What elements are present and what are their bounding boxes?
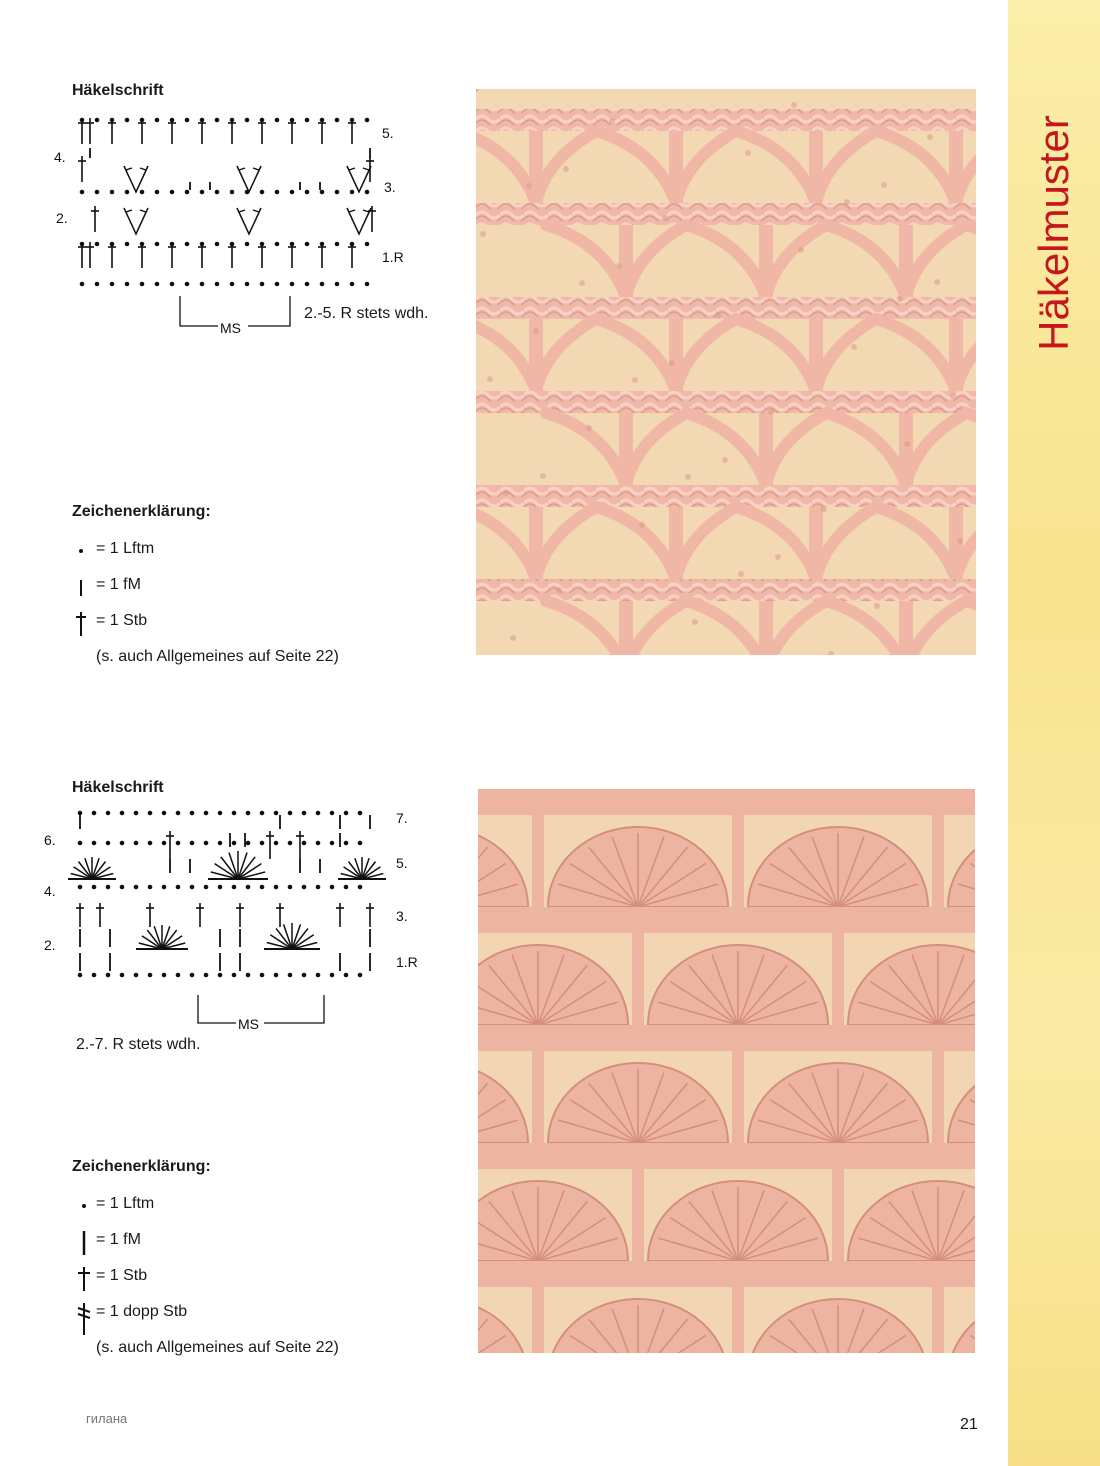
chain-symbol <box>260 841 264 845</box>
chain-symbol <box>170 282 174 286</box>
chain-symbol <box>344 885 348 889</box>
chain-symbol <box>330 811 334 815</box>
chain-symbol <box>140 282 144 286</box>
chain-symbol <box>106 973 110 977</box>
chain-symbol <box>134 811 138 815</box>
chain-symbol <box>185 282 189 286</box>
chain-symbol <box>302 973 306 977</box>
chain-symbol <box>78 973 82 977</box>
row-label: 7. <box>396 810 408 826</box>
chain-symbol <box>260 885 264 889</box>
yarn-row <box>476 485 976 507</box>
chain-symbol <box>275 118 279 122</box>
chain-symbol <box>302 811 306 815</box>
chain-symbol <box>185 190 189 194</box>
chain-symbol <box>215 118 219 122</box>
row-label: 3. <box>384 179 396 195</box>
chain-symbol <box>120 973 124 977</box>
legend-label: = 1 Stb <box>96 612 148 629</box>
chain-symbol <box>134 973 138 977</box>
chain-symbol <box>80 282 84 286</box>
chain-symbol <box>190 885 194 889</box>
chain-symbol <box>170 190 174 194</box>
chain-symbol <box>275 242 279 246</box>
chain-symbol <box>106 841 110 845</box>
chain-symbol <box>274 973 278 977</box>
pattern1-repeat-note: 2.-5. R stets wdh. <box>304 305 429 322</box>
chain-symbol <box>148 885 152 889</box>
chain-symbol <box>155 242 159 246</box>
row-label: 1.R <box>396 954 418 970</box>
chain-symbol <box>260 811 264 815</box>
chain-symbol <box>260 190 264 194</box>
legend-label: = 1 Stb <box>96 1267 148 1284</box>
chain-symbol <box>134 885 138 889</box>
chain-symbol <box>148 973 152 977</box>
chain-symbol <box>316 973 320 977</box>
chain-symbol <box>215 242 219 246</box>
legend-label: = 1 dopp Stb <box>96 1303 188 1320</box>
chain-symbol <box>230 282 234 286</box>
chain-symbol <box>185 118 189 122</box>
yarn-row <box>478 1261 975 1287</box>
chain-symbol <box>155 118 159 122</box>
pattern2-heading: Häkelschrift <box>72 779 164 796</box>
chain-symbol <box>335 190 339 194</box>
chain-symbol <box>316 841 320 845</box>
chain-symbol <box>365 282 369 286</box>
chain-symbol <box>148 841 152 845</box>
chain-symbol <box>246 885 250 889</box>
pattern2-legend-heading: Zeichenerklärung: <box>72 1158 211 1175</box>
row-label: 5. <box>382 125 394 141</box>
chain-symbol <box>92 973 96 977</box>
chain-symbol <box>176 811 180 815</box>
chain-symbol <box>176 841 180 845</box>
chain-symbol <box>246 811 250 815</box>
yarn-row <box>476 109 976 131</box>
chain-symbol <box>290 282 294 286</box>
pattern2-reference: (s. auch Allgemeines auf Seite 22) <box>96 1339 339 1356</box>
chain-symbol <box>260 282 264 286</box>
row-label: 2. <box>56 210 68 226</box>
fan-symbol <box>292 924 300 949</box>
chain-symbol <box>365 242 369 246</box>
chain-symbol <box>218 885 222 889</box>
chain-symbol <box>288 885 292 889</box>
chain-symbol <box>125 118 129 122</box>
chain-symbol <box>230 190 234 194</box>
row-label: 4. <box>54 149 66 165</box>
pattern1-symbols <box>78 118 376 286</box>
chain-symbol <box>185 242 189 246</box>
dot-icon <box>72 1195 92 1215</box>
chain-symbol <box>106 811 110 815</box>
double-cross-icon <box>72 1303 92 1335</box>
row-label: 6. <box>44 832 56 848</box>
dot-icon <box>72 540 92 560</box>
yarn-row <box>478 1025 975 1051</box>
chain-symbol <box>155 190 159 194</box>
chain-symbol <box>204 973 208 977</box>
row-label: 1.R <box>382 249 404 265</box>
yarn-row <box>478 789 975 815</box>
chain-symbol <box>274 841 278 845</box>
chain-symbol <box>320 282 324 286</box>
pattern2-symbols <box>68 811 386 977</box>
repeat-label: MS <box>238 1016 259 1032</box>
chain-symbol <box>316 885 320 889</box>
chain-symbol <box>320 190 324 194</box>
chain-symbol <box>125 242 129 246</box>
footer-watermark: гилана <box>86 1411 128 1426</box>
row-label: 5. <box>396 855 408 871</box>
chain-symbol <box>305 242 309 246</box>
chain-symbol <box>245 242 249 246</box>
chain-symbol <box>330 885 334 889</box>
chain-symbol <box>125 282 129 286</box>
chain-symbol <box>148 811 152 815</box>
crochet-photo-1 <box>476 89 976 655</box>
chain-symbol <box>344 811 348 815</box>
chain-symbol <box>245 282 249 286</box>
chain-symbol <box>162 885 166 889</box>
chain-symbol <box>120 841 124 845</box>
sidebar-title-text: Häkelmuster <box>1030 115 1077 351</box>
chain-symbol <box>246 973 250 977</box>
chain-symbol <box>305 190 309 194</box>
yarn-row <box>478 1143 975 1169</box>
chain-symbol <box>190 811 194 815</box>
chain-symbol <box>204 885 208 889</box>
chain-symbol <box>218 973 222 977</box>
chain-symbol <box>245 118 249 122</box>
chain-symbol <box>200 282 204 286</box>
chain-symbol <box>134 841 138 845</box>
chain-symbol <box>95 190 99 194</box>
bar-icon <box>72 1231 92 1255</box>
chain-symbol <box>78 841 82 845</box>
row-label: 2. <box>44 937 56 953</box>
chain-symbol <box>232 973 236 977</box>
chain-symbol <box>176 885 180 889</box>
chain-symbol <box>204 841 208 845</box>
chain-symbol <box>106 885 110 889</box>
pattern1-reference: (s. auch Allgemeines auf Seite 22) <box>96 648 339 665</box>
chain-symbol <box>274 885 278 889</box>
chain-symbol <box>78 885 82 889</box>
chain-symbol <box>120 885 124 889</box>
pattern2-crochet-chart <box>40 803 430 1033</box>
cross-icon <box>72 1267 92 1291</box>
fan-symbol <box>229 853 238 879</box>
chain-symbol <box>204 811 208 815</box>
chain-symbol <box>358 811 362 815</box>
chain-symbol <box>200 190 204 194</box>
chain-symbol <box>110 282 114 286</box>
chain-symbol <box>162 841 166 845</box>
pattern2-repeat-note: 2.-7. R stets wdh. <box>76 1036 201 1053</box>
bar-icon <box>72 576 92 596</box>
pattern1-crochet-chart <box>50 108 440 338</box>
chain-symbol <box>80 190 84 194</box>
legend-label: = 1 Lftm <box>96 540 155 557</box>
chain-symbol <box>215 282 219 286</box>
chain-symbol <box>140 190 144 194</box>
chain-symbol <box>335 242 339 246</box>
chain-symbol <box>302 885 306 889</box>
chain-symbol <box>288 841 292 845</box>
fan-symbol <box>284 924 292 949</box>
chain-symbol <box>330 973 334 977</box>
chain-symbol <box>288 973 292 977</box>
chain-symbol <box>335 118 339 122</box>
chain-symbol <box>120 811 124 815</box>
chain-symbol <box>92 811 96 815</box>
pattern1-heading: Häkelschrift <box>72 82 164 99</box>
repeat-label: MS <box>220 320 241 336</box>
chain-symbol <box>288 811 292 815</box>
chain-symbol <box>330 841 334 845</box>
chain-symbol <box>358 841 362 845</box>
chain-symbol <box>190 973 194 977</box>
chain-symbol <box>275 282 279 286</box>
fan-symbol <box>238 853 247 879</box>
chain-symbol <box>305 282 309 286</box>
chain-symbol <box>344 841 348 845</box>
chain-symbol <box>358 885 362 889</box>
row-label: 3. <box>396 908 408 924</box>
chain-symbol <box>162 973 166 977</box>
chain-symbol <box>215 190 219 194</box>
legend-label: = 1 fM <box>96 1231 141 1248</box>
chain-symbol <box>232 811 236 815</box>
chain-symbol <box>162 811 166 815</box>
chain-symbol <box>95 118 99 122</box>
chain-symbol <box>260 973 264 977</box>
chain-symbol <box>335 282 339 286</box>
row-label: 4. <box>44 883 56 899</box>
yarn-row <box>478 907 975 933</box>
chain-symbol <box>275 190 279 194</box>
chain-symbol <box>246 841 250 845</box>
chain-symbol <box>358 973 362 977</box>
chain-symbol <box>78 811 82 815</box>
chain-symbol <box>125 190 129 194</box>
crochet-photo-2 <box>478 789 975 1353</box>
chain-symbol <box>274 811 278 815</box>
chain-symbol <box>316 811 320 815</box>
chain-symbol <box>95 242 99 246</box>
chain-symbol <box>344 973 348 977</box>
legend-label: = 1 fM <box>96 576 141 593</box>
chain-symbol <box>350 190 354 194</box>
chain-symbol <box>218 841 222 845</box>
chain-symbol <box>365 118 369 122</box>
chain-symbol <box>92 885 96 889</box>
page-number: 21 <box>960 1416 978 1433</box>
chain-symbol <box>350 282 354 286</box>
chain-symbol <box>218 811 222 815</box>
sidebar-title <box>1030 88 1078 378</box>
chain-symbol <box>92 841 96 845</box>
chain-symbol <box>302 841 306 845</box>
chain-symbol <box>110 190 114 194</box>
chain-symbol <box>232 885 236 889</box>
chain-symbol <box>305 118 309 122</box>
chain-symbol <box>155 282 159 286</box>
pattern1-legend-heading: Zeichenerklärung: <box>72 503 211 520</box>
chain-symbol <box>190 841 194 845</box>
chain-symbol <box>290 190 294 194</box>
chain-symbol <box>176 973 180 977</box>
chain-symbol <box>95 282 99 286</box>
legend-label: = 1 Lftm <box>96 1195 155 1212</box>
cross-icon <box>72 612 92 636</box>
chain-symbol <box>232 841 236 845</box>
chain-symbol <box>365 190 369 194</box>
